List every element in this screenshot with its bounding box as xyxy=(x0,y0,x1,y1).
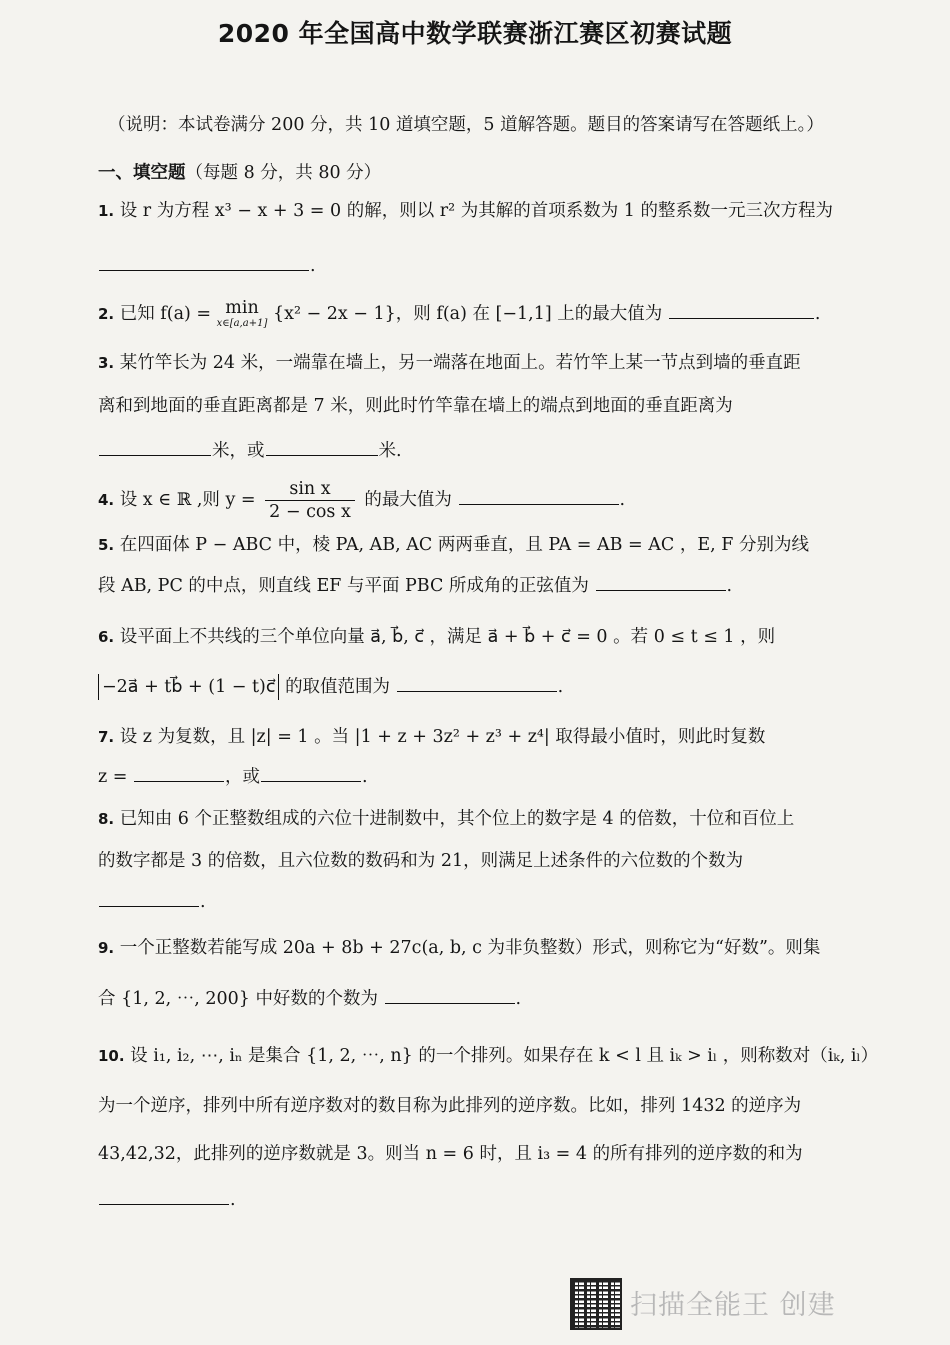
question-8-line-1 xyxy=(98,806,794,832)
end-period: . xyxy=(726,576,733,596)
question-6-line-2 xyxy=(98,673,563,700)
question-5-line-1 xyxy=(98,532,809,558)
answer-blank-2[interactable] xyxy=(266,437,378,456)
question-10-line-1 xyxy=(98,1043,878,1069)
question-10-line-2: 为一个逆序，排列中所有逆序数对的数目称为此排列的逆序数。比如，排列 1432 的逆序为 xyxy=(98,1096,802,1116)
end-period: . xyxy=(230,1190,236,1210)
answer-blank-2[interactable] xyxy=(261,763,361,782)
question-10-line-3: 43,42,32，此排列的逆序数就是 3。则当 n = 6 时，且 i₃ = 4 的所有排列的逆序数的和为 xyxy=(98,1144,803,1164)
answer-blank-1[interactable] xyxy=(134,763,224,782)
answer-blank[interactable] xyxy=(397,673,557,692)
unit-label-2: 米. xyxy=(378,441,402,461)
question-suffix: 的最大值为 xyxy=(364,490,452,510)
unit-label-1: 米，或 xyxy=(212,441,265,461)
question-text: 的取值范围为 xyxy=(285,677,391,697)
question-number: 8. xyxy=(98,810,115,828)
end-period: . xyxy=(619,490,626,510)
question-7-line-2 xyxy=(98,763,368,790)
question-text: 某竹竿长为 24 米，一端靠在墙上，另一端落在地面上。若竹竿上某一节点到墙的垂直距 xyxy=(119,353,801,373)
question-number: 5. xyxy=(98,536,115,554)
question-10-answer-line xyxy=(98,1186,236,1213)
qr-code-icon xyxy=(570,1278,622,1330)
answer-blank[interactable] xyxy=(669,300,814,319)
answer-blank[interactable] xyxy=(99,888,199,907)
question-3-line-2: 离和到地面的垂直距离都是 7 米，则此时竹竿靠在墙上的端点到地面的垂直距离为 xyxy=(98,396,733,416)
absolute-value-expression: −2a⃗ + tb⃗ + (1 − t)c⃗ xyxy=(98,674,279,700)
question-9-line-2 xyxy=(98,985,521,1012)
question-text: 已知由 6 个正整数组成的六位十进制数中，其个位上的数字是 4 的倍数，十位和百位上 xyxy=(119,809,795,829)
z-label: z = xyxy=(98,767,128,787)
question-text: 一个正整数若能写成 20a + 8b + 27c(a, b, c 为非负整数）形式，则称它为“好数”。则集 xyxy=(119,938,821,958)
question-prefix: 设 x ∈ ℝ ,则 y = xyxy=(119,490,256,510)
answer-blank[interactable] xyxy=(385,985,515,1004)
answer-blank[interactable] xyxy=(459,486,619,505)
end-period: . xyxy=(200,892,206,912)
answer-blank[interactable] xyxy=(99,252,309,271)
question-number: 7. xyxy=(98,728,115,746)
answer-blank[interactable] xyxy=(596,572,726,591)
question-5-line-2 xyxy=(98,572,732,599)
question-text: 段 AB, PC 的中点，则直线 EF 与平面 PBC 所成角的正弦值为 xyxy=(98,576,589,596)
question-2 xyxy=(98,300,820,332)
question-number: 1. xyxy=(98,202,115,220)
scanner-watermark: 扫描全能王 创建 xyxy=(630,1290,836,1321)
question-text: 设平面上不共线的三个单位向量 a⃗, b⃗, c⃗ ，满足 a⃗ + b⃗ + c⃗ = 0 。若 0 ≤ t ≤ 1 ，则 xyxy=(119,627,776,647)
question-1-answer-line xyxy=(98,252,316,279)
question-6-line-1 xyxy=(98,624,775,650)
end-period: . xyxy=(814,304,821,324)
end-period: . xyxy=(515,989,522,1009)
end-period: . xyxy=(310,256,316,276)
question-4 xyxy=(98,478,625,523)
question-7-line-1 xyxy=(98,724,765,750)
question-3-answer-line xyxy=(98,437,402,464)
question-number: 2. xyxy=(98,305,115,323)
question-number: 6. xyxy=(98,628,115,646)
exam-title: 2020 年全国高中数学联赛浙江赛区初赛试题 xyxy=(217,19,733,48)
question-text: 设 i₁, i₂, ⋯, iₙ 是集合 {1, 2, ⋯, n} 的一个排列。如果存在 k < l 且 iₖ > iₗ ，则称数对（iₖ, iₗ） xyxy=(130,1046,879,1066)
min-label: min xyxy=(225,298,259,318)
min-subscript: x∈[a,a+1] xyxy=(216,318,268,329)
question-text: 设 r 为方程 x³ − x + 3 = 0 的解，则以 r² 为其解的首项系数为 1 的整系数一元三次方程为 xyxy=(119,201,833,221)
question-8-answer-line xyxy=(98,888,206,915)
question-8-line-2: 的数字都是 3 的倍数，且六位数的数码和为 21，则满足上述条件的六位数的个数为 xyxy=(98,851,744,871)
question-9-line-1 xyxy=(98,935,820,961)
question-number: 10. xyxy=(98,1047,125,1065)
section-note: （每题 8 分，共 80 分） xyxy=(185,163,382,183)
question-text: 在四面体 P − ABC 中，棱 PA, AB, AC 两两垂直，且 PA = AB = AC ，E, F 分别为线 xyxy=(119,535,809,555)
question-text: 设 z 为复数，且 |z| = 1 。当 |1 + z + 3z² + z³ + z⁴| 取得最小值时，则此时复数 xyxy=(119,727,766,747)
question-number: 3. xyxy=(98,354,115,372)
answer-blank[interactable] xyxy=(99,1186,229,1205)
question-1 xyxy=(98,198,833,224)
question-expression: {x² − 2x − 1}，则 f(a) 在 [−1,1] 上的最大值为 xyxy=(272,304,663,324)
fraction xyxy=(265,478,355,523)
end-period: . xyxy=(362,767,368,787)
or-label: ，或 xyxy=(225,767,261,787)
end-period: . xyxy=(557,677,564,697)
fraction-denominator: 2 − cos x xyxy=(269,502,351,522)
question-3-line-1 xyxy=(98,350,801,376)
question-number: 4. xyxy=(98,491,115,509)
instructions: （说明：本试卷满分 200 分，共 10 道填空题，5 道解答题。题目的答案请写在答题纸上。） xyxy=(108,115,824,135)
section-heading: 一、填空题 xyxy=(98,163,186,183)
fraction-numerator: sin x xyxy=(265,478,355,501)
question-number: 9. xyxy=(98,939,115,957)
question-text: 合 {1, 2, ⋯, 200} 中好数的个数为 xyxy=(98,989,378,1009)
answer-blank-1[interactable] xyxy=(99,437,211,456)
min-operator xyxy=(217,300,268,332)
section-heading-fill-blank xyxy=(98,160,381,186)
question-prefix: 已知 f(a) = xyxy=(119,304,212,324)
